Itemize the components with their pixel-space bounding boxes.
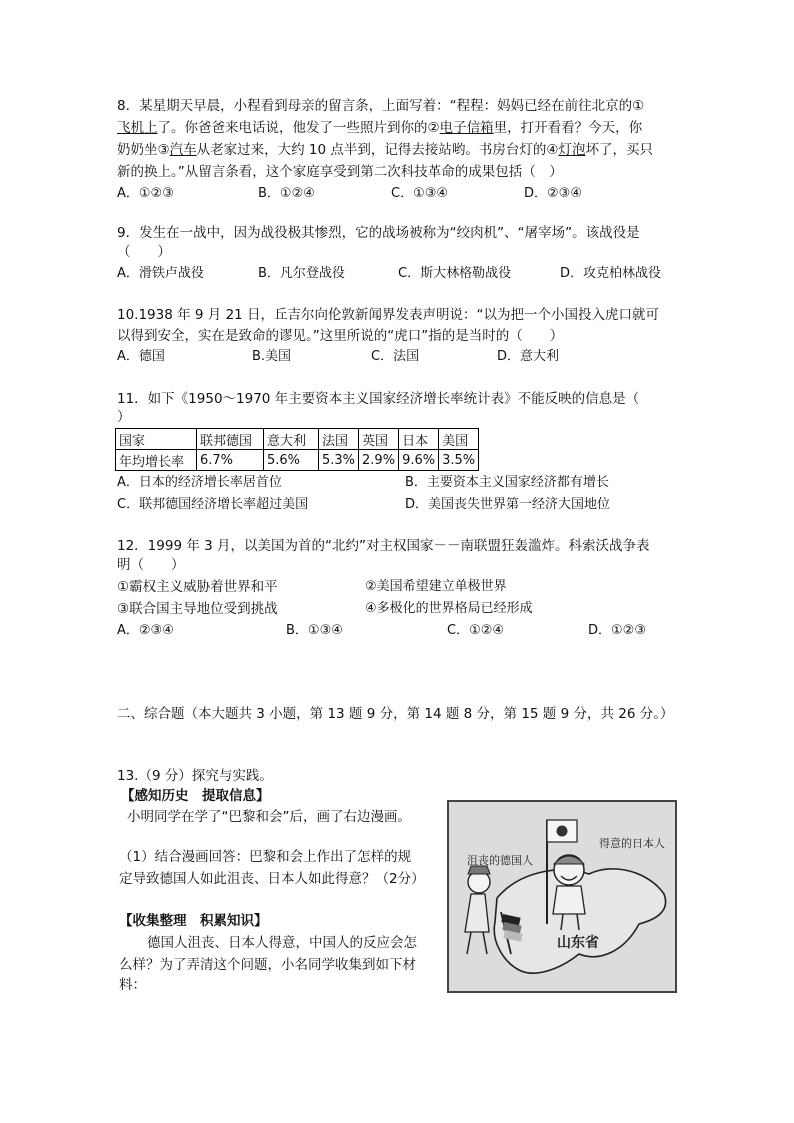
q8-underline-airplane: 飞机上 <box>117 120 158 136</box>
q11-option-d: D．美国丧失世界第一经济大国地位 <box>405 497 611 512</box>
cartoon-drawing <box>449 802 675 991</box>
q13-question-1-line-2: 定导致德国人如此沮丧、日本人如此得意？（2分） <box>119 871 425 887</box>
q8-line-2: 飞机上了。你爸爸来电话说，他发了一些照片到你的②电子信箱里，打开看看？今天，你 <box>117 120 643 136</box>
q12-item-3: ③联合国主导地位受到挑战 <box>117 601 278 617</box>
q12-line-2: 明（ ） <box>117 557 185 573</box>
paris-conference-cartoon <box>447 800 677 993</box>
table-cell: 法国 <box>319 429 359 450</box>
q13-subheading-1: 【感知历史 提取信息】 <box>121 788 270 804</box>
table-cell: 3.5% <box>439 450 479 471</box>
german-figure-leg <box>467 932 471 954</box>
q10-option-d: D．意大利 <box>497 349 560 364</box>
label-happy-japanese: 得意的日本人 <box>599 837 665 850</box>
q8-line-3: 奶奶坐③汽车从老家过来，大约 10 点半到，记得去接站哟。书房台灯的④灯泡坏了，买只 <box>117 142 653 158</box>
q8-underline-bulb: 灯泡 <box>558 142 586 158</box>
q10-option-b: B.美国 <box>252 349 292 364</box>
shandong-map-outline <box>494 869 665 973</box>
q12-item-2: ②美国希望建立单极世界 <box>365 579 507 594</box>
q12-line-1: 12．1999 年 3 月，以美国为首的“北约”对主权国家－－南联盟狂轰滥炸。科索沃战争表 <box>117 538 650 554</box>
q10-option-c: C．法国 <box>371 349 420 364</box>
label-sad-german: 沮丧的德国人 <box>467 854 533 867</box>
q8-underline-car: 汽车 <box>169 142 197 158</box>
table-cell: 意大利 <box>264 429 319 450</box>
german-figure-leg <box>483 932 487 954</box>
q13-text-2-line-2: 么样？为了弄清这个问题，小名同学收集到如下材 <box>119 957 416 973</box>
q8-option-b: B．①②④ <box>258 186 315 201</box>
section-2-heading: 二、综合题（本大题共 3 小题，第 13 题 9 分，第 14 题 8 分，第 15 题 9 分，共 26 分。） <box>117 706 674 722</box>
q10-line-2: 以得到安全，实在是致命的谬见。”这里所说的“虎口”指的是当时的（ ） <box>117 328 564 344</box>
q9-option-a: A．滑铁卢战役 <box>117 266 204 281</box>
table-header-row <box>116 429 479 450</box>
table-cell: 英国 <box>359 429 399 450</box>
q8-option-c: C．①③④ <box>391 186 449 201</box>
table-cell: 5.3% <box>319 450 359 471</box>
q10-option-a: A．德国 <box>117 349 165 364</box>
table-cell: 国家 <box>116 429 197 450</box>
q11-option-b: B．主要资本主义国家经济都有增长 <box>405 475 609 490</box>
japanese-figure-cap-icon <box>554 856 584 864</box>
growth-rate-table <box>115 428 479 471</box>
q13-heading: 13.（9 分）探究与实践。 <box>117 768 273 784</box>
q12-item-4: ④多极化的世界格局已经形成 <box>365 601 533 616</box>
table-cell: 联邦德国 <box>197 429 264 450</box>
q8-line-4: 新的换上。”从留言条看，这个家庭享受到第二次科技革命的成果包括（ ） <box>117 164 563 180</box>
q13-text-1: 小明同学在学了“巴黎和会”后，画了右边漫画。 <box>127 809 411 825</box>
q8-option-a: A．①②③ <box>117 186 174 201</box>
q10-line-1: 10.1938 年 9 月 21 日，丘吉尔向伦敦新闻界发表声明说：“以为把一个小国投入虎口就可 <box>117 307 660 323</box>
japanese-figure-body <box>553 886 585 914</box>
q11-line-1: 11．如下《1950～1970 年主要资本主义国家经济增长率统计表》不能反映的信息是（ <box>117 391 640 407</box>
q11-option-c: C．联邦德国经济增长率超过美国 <box>117 497 309 512</box>
q9-option-d: D．攻克柏林战役 <box>560 266 662 281</box>
q13-subheading-2: 【收集整理 积累知识】 <box>119 913 268 929</box>
q12-option-a: A．②③④ <box>117 623 174 638</box>
table-cell: 年均增长率 <box>116 450 197 471</box>
table-cell: 2.9% <box>359 450 399 471</box>
q8-underline-email: 电子信箱 <box>439 120 494 136</box>
table-cell: 5.6% <box>264 450 319 471</box>
label-shandong: 山东省 <box>557 935 599 951</box>
q12-option-b: B．①③④ <box>286 623 343 638</box>
table-cell: 日本 <box>399 429 439 450</box>
table-row <box>116 450 479 471</box>
table-cell: 美国 <box>439 429 479 450</box>
q9-line-2: （ ） <box>117 244 171 260</box>
q8-option-d: D．②③④ <box>524 186 582 201</box>
q9-line-1: 9．发生在一战中，因为战役极其惨烈，它的战场被称为“绞肉机”、“屠宰场”。该战役是 <box>117 225 640 241</box>
q13-text-2-line-1: 德国人沮丧、日本人得意，中国人的反应会怎 <box>147 935 417 951</box>
german-figure-body <box>465 894 489 932</box>
q9-option-b: B．凡尔登战役 <box>258 266 345 281</box>
q11-option-a: A．日本的经济增长率居首位 <box>117 475 282 490</box>
q12-item-1: ①霸权主义威胁着世界和平 <box>117 579 278 595</box>
q9-option-c: C．斯大林格勒战役 <box>398 266 512 281</box>
q13-question-1-line-1: （1）结合漫画回答：巴黎和会上作出了怎样的规 <box>119 849 412 865</box>
q8-line-1: 8．某星期天早晨，小程看到母亲的留言条，上面写着：“程程：妈妈已经在前往北京的① <box>117 98 645 114</box>
table-cell: 9.6% <box>399 450 439 471</box>
table-cell: 6.7% <box>197 450 264 471</box>
q12-option-d: D．①②③ <box>588 623 646 638</box>
q11-line-2: ） <box>117 409 131 425</box>
q13-text-2-line-3: 料： <box>119 977 146 993</box>
q12-option-c: C．①②④ <box>447 623 505 638</box>
flag-sun-icon <box>557 826 568 837</box>
